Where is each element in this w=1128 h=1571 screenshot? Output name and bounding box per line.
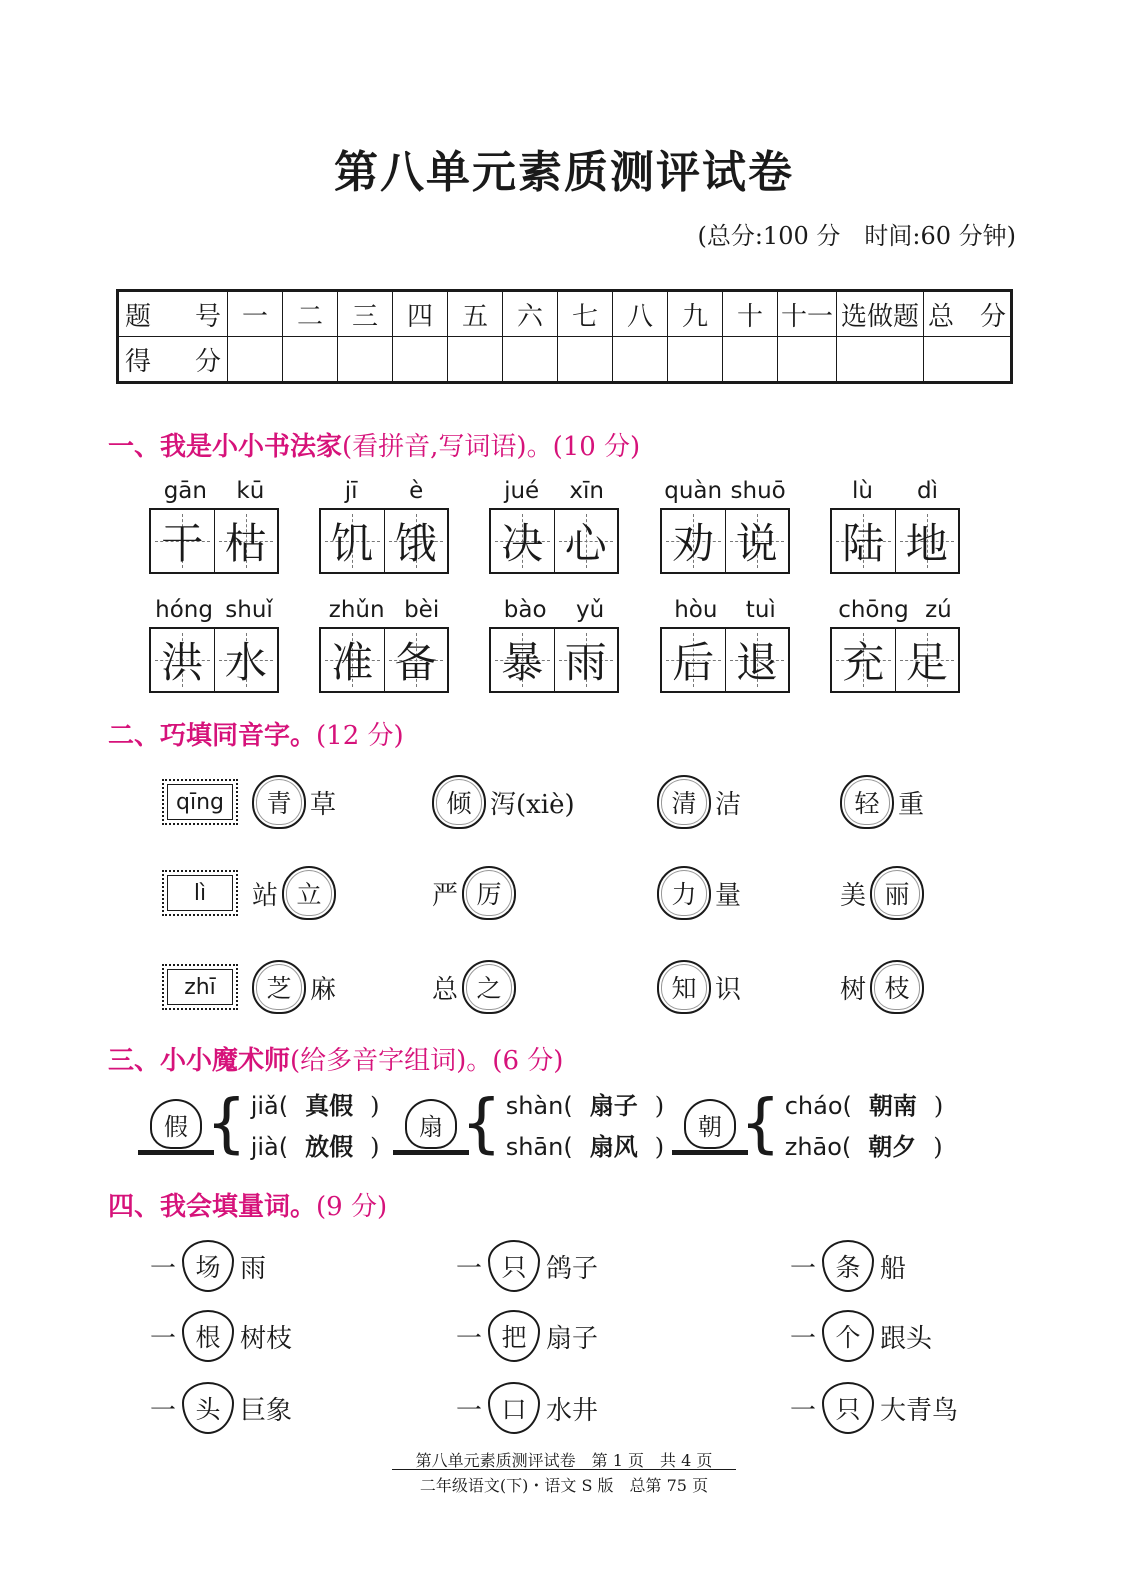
- brace-symbol: {: [206, 1087, 247, 1161]
- word-item: [149, 478, 279, 574]
- polyphone-rows: [785, 1086, 944, 1162]
- written-character: 说: [735, 519, 778, 568]
- word-pinyin: [660, 597, 790, 627]
- writing-grid[interactable]: [149, 627, 279, 693]
- measure-item: [456, 1310, 598, 1362]
- pinyin-syllable: zú: [925, 597, 952, 623]
- answer-character: 知: [671, 974, 697, 1003]
- polyphone-rows: [506, 1086, 664, 1162]
- polyphone-pinyin: jià(: [250, 1133, 289, 1161]
- close-paren: ): [933, 1092, 944, 1120]
- pinyin-box: [162, 964, 238, 1010]
- numeral-yi: 一: [150, 1323, 177, 1354]
- pinyin-syllable: hòu: [674, 597, 718, 623]
- given-character: 美: [840, 880, 867, 911]
- score-cell[interactable]: [924, 337, 1012, 383]
- homophone-item: [430, 960, 518, 1014]
- written-character: 干: [161, 519, 204, 568]
- noun: 雨: [240, 1253, 267, 1284]
- answer-flower[interactable]: [840, 775, 894, 829]
- noun: 跟头: [880, 1323, 933, 1354]
- given-character: 草: [310, 789, 337, 820]
- measure-word-heart[interactable]: [822, 1240, 874, 1292]
- word-item: [660, 478, 790, 574]
- word-item: [319, 478, 449, 574]
- pinyin-syllable: yǔ: [576, 597, 605, 623]
- pinyin-syllable: hóng: [155, 597, 213, 623]
- score-cell[interactable]: [228, 337, 283, 383]
- answer-flower[interactable]: [870, 960, 924, 1014]
- word-item: [489, 597, 619, 693]
- homophone-item: [250, 960, 338, 1014]
- score-cell[interactable]: [558, 337, 613, 383]
- grid-cell[interactable]: [896, 510, 959, 572]
- answer-character: 枝: [884, 974, 910, 1003]
- grid-cell[interactable]: [555, 629, 618, 691]
- numeral-yi: 一: [150, 1395, 177, 1426]
- score-table-col: 五: [448, 291, 503, 337]
- pinyin-syllable: è: [409, 478, 424, 504]
- numeral-yi: 一: [790, 1395, 817, 1426]
- section-2-title: 二、巧填同音字。: [108, 721, 317, 751]
- pinyin-syllable: jué: [504, 478, 540, 504]
- measure-word: 根: [195, 1323, 221, 1352]
- pinyin-text: lì: [193, 880, 207, 906]
- pinyin-text: zhī: [184, 974, 216, 1000]
- measure-word-heart[interactable]: [182, 1382, 234, 1434]
- polyphone-character: 假: [164, 1112, 188, 1141]
- written-character: 准: [331, 638, 374, 687]
- given-character: 泻(xiè): [490, 789, 575, 820]
- answer-flower[interactable]: [432, 775, 486, 829]
- close-paren: ): [370, 1092, 380, 1120]
- word-pinyin: [489, 478, 619, 508]
- homophone-item: [838, 866, 926, 920]
- answer-flower[interactable]: [252, 960, 306, 1014]
- written-character: 后: [672, 638, 715, 687]
- grid-cell[interactable]: [321, 629, 385, 691]
- measure-item: [456, 1240, 598, 1292]
- polyphone-leaf: [684, 1099, 736, 1149]
- answer-character: 倾: [446, 789, 472, 818]
- written-character: 足: [905, 638, 948, 687]
- section-4-note: (9 分): [316, 1192, 388, 1222]
- measure-word: 场: [195, 1253, 221, 1282]
- score-table-col: 七: [558, 291, 613, 337]
- grid-cell[interactable]: [726, 629, 789, 691]
- written-character: 地: [905, 519, 948, 568]
- measure-word-heart[interactable]: [182, 1310, 234, 1362]
- answer-flower[interactable]: [462, 960, 516, 1014]
- pinyin-syllable: dì: [916, 478, 938, 504]
- measure-word: 把: [501, 1323, 527, 1352]
- numeral-yi: 一: [790, 1253, 817, 1284]
- grid-cell[interactable]: [726, 510, 789, 572]
- measure-word: 只: [501, 1253, 527, 1282]
- measure-item: [150, 1382, 292, 1434]
- homophone-item: [838, 960, 926, 1014]
- pinyin-syllable: jī: [344, 478, 358, 504]
- homophone-item: [838, 775, 926, 829]
- measure-item: [150, 1310, 292, 1362]
- word-item: [319, 597, 449, 693]
- homophone-item: [430, 866, 518, 920]
- score-cell[interactable]: [448, 337, 503, 383]
- answer-character: 青: [266, 789, 292, 818]
- score-time-info: (总分:100 分 时间:60 分钟): [697, 222, 1016, 250]
- answer-character: 轻: [854, 789, 880, 818]
- footer-line-1: 第八单元素质测评试卷 第 1 页 共 4 页: [415, 1451, 713, 1470]
- given-character: 重: [898, 789, 925, 820]
- measure-word-heart[interactable]: [488, 1240, 540, 1292]
- word-item: [830, 597, 960, 693]
- answer-character: 丽: [884, 880, 910, 909]
- homophone-item: [655, 866, 743, 920]
- polyphone-pinyin: shān(: [505, 1133, 573, 1161]
- section-4-title: 四、我会填量词。: [108, 1192, 317, 1222]
- written-character: 备: [394, 638, 437, 687]
- written-character: 饥: [331, 519, 374, 568]
- measure-word: 条: [835, 1253, 861, 1282]
- writing-grid[interactable]: [830, 627, 960, 693]
- given-character: 总: [432, 974, 459, 1005]
- measure-item: [790, 1240, 906, 1292]
- footer-line-2: 二年级语文(下)・语文 S 版 总第 75 页: [419, 1476, 709, 1495]
- measure-item: [150, 1240, 266, 1292]
- polyphone-word[interactable]: 真假: [305, 1091, 354, 1120]
- answer-flower[interactable]: [282, 866, 336, 920]
- word-pinyin: [319, 597, 449, 627]
- score-cell[interactable]: [503, 337, 558, 383]
- pinyin-syllable: gān: [163, 478, 207, 504]
- writing-grid[interactable]: [319, 627, 449, 693]
- measure-item: [456, 1382, 598, 1434]
- polyphone-row: [251, 1127, 380, 1162]
- section-3-note: (给多音字组词)。(6 分): [290, 1046, 564, 1076]
- answer-flower[interactable]: [462, 866, 516, 920]
- grid-cell[interactable]: [385, 629, 448, 691]
- given-character: 识: [715, 974, 742, 1005]
- measure-word-heart[interactable]: [822, 1310, 874, 1362]
- noun: 扇子: [546, 1323, 599, 1354]
- score-cell[interactable]: [393, 337, 448, 383]
- numeral-yi: 一: [456, 1395, 483, 1426]
- written-character: 充: [842, 638, 885, 687]
- writing-grid[interactable]: [319, 508, 449, 574]
- grid-cell[interactable]: [151, 629, 215, 691]
- score-cell[interactable]: [723, 337, 778, 383]
- section-1-title: 一、我是小小书法家: [108, 432, 343, 462]
- measure-word: 只: [835, 1395, 861, 1424]
- given-character: 树: [840, 974, 867, 1005]
- writing-grid[interactable]: [830, 508, 960, 574]
- section-3-title: 三、小小魔术师: [108, 1046, 291, 1076]
- numeral-yi: 一: [456, 1253, 483, 1284]
- score-table-col: 总 分: [924, 291, 1012, 337]
- measure-word-heart[interactable]: [488, 1382, 540, 1434]
- polyphone-leaf: [150, 1099, 202, 1149]
- word-pinyin: [830, 478, 960, 508]
- word-pinyin: [149, 478, 279, 508]
- score-table-score-row: [118, 337, 1012, 383]
- score-table-col: 三: [338, 291, 393, 337]
- pinyin-syllable: bào: [503, 597, 547, 623]
- page-title: 第八单元素质测评试卷: [334, 147, 794, 198]
- polyphone-word[interactable]: 扇子: [589, 1091, 638, 1120]
- pinyin-syllable: lù: [852, 478, 873, 504]
- pinyin-syllable: shuō: [730, 478, 786, 504]
- given-character: 麻: [310, 974, 337, 1005]
- writing-grid[interactable]: [660, 508, 790, 574]
- homophone-item: [655, 960, 743, 1014]
- grid-cell[interactable]: [555, 510, 618, 572]
- score-table-row-label: 得 分: [118, 337, 228, 383]
- measure-word-heart[interactable]: [822, 1382, 874, 1434]
- pinyin-syllable: tuì: [745, 597, 776, 623]
- numeral-yi: 一: [456, 1323, 483, 1354]
- grid-cell[interactable]: [151, 510, 215, 572]
- grid-cell[interactable]: [662, 510, 726, 572]
- written-character: 退: [735, 638, 778, 687]
- polyphone-leaf: [405, 1099, 457, 1149]
- grid-cell[interactable]: [896, 629, 959, 691]
- score-cell[interactable]: [837, 337, 924, 383]
- score-table-header-label: 题 号: [118, 291, 228, 337]
- written-character: 饿: [394, 519, 437, 568]
- close-paren: ): [370, 1133, 380, 1161]
- measure-word: 头: [195, 1395, 221, 1424]
- score-table-col: 十一: [778, 291, 837, 337]
- grid-cell[interactable]: [491, 629, 555, 691]
- score-table-header-row: [118, 291, 1012, 337]
- polyphone-rows: [251, 1086, 380, 1162]
- pinyin-syllable: shuǐ: [225, 597, 273, 623]
- measure-word-heart[interactable]: [182, 1240, 234, 1292]
- homophone-item: [655, 775, 743, 829]
- answer-character: 芝: [266, 974, 292, 1003]
- score-table-col: 二: [283, 291, 338, 337]
- answer-flower[interactable]: [252, 775, 306, 829]
- grid-cell[interactable]: [491, 510, 555, 572]
- written-character: 雨: [564, 638, 607, 687]
- word-item: [149, 597, 279, 693]
- given-character: 站: [252, 880, 279, 911]
- answer-flower[interactable]: [657, 960, 711, 1014]
- word-pinyin: [149, 597, 279, 627]
- pinyin-box: [162, 870, 238, 916]
- numeral-yi: 一: [150, 1253, 177, 1284]
- section-2-heading: [108, 715, 404, 752]
- measure-word-heart[interactable]: [488, 1310, 540, 1362]
- footer-divider: [392, 1469, 736, 1470]
- written-character: 心: [564, 519, 607, 568]
- section-3-heading: [108, 1040, 563, 1077]
- score-table-col: 八: [613, 291, 668, 337]
- noun: 树枝: [240, 1323, 293, 1354]
- homophone-item: [250, 775, 338, 829]
- score-cell[interactable]: [668, 337, 723, 383]
- grid-cell[interactable]: [662, 629, 726, 691]
- word-pinyin: [660, 478, 790, 508]
- close-paren: ): [933, 1133, 943, 1161]
- score-cell[interactable]: [283, 337, 338, 383]
- measure-word: 个: [835, 1323, 861, 1352]
- noun: 水井: [546, 1395, 599, 1426]
- score-table: [116, 289, 1013, 384]
- word-item: [660, 597, 790, 693]
- polyphone-row: [251, 1086, 380, 1121]
- noun: 鸽子: [546, 1253, 599, 1284]
- written-character: 劝: [672, 519, 715, 568]
- pinyin-syllable: xīn: [569, 478, 604, 504]
- polyphone-pinyin: cháo(: [784, 1092, 852, 1120]
- written-character: 枯: [224, 519, 267, 568]
- section-1-heading: [108, 426, 640, 463]
- score-table-col: 一: [228, 291, 283, 337]
- polyphone-group: [405, 1086, 664, 1162]
- written-character: 决: [501, 519, 544, 568]
- writing-grid[interactable]: [489, 508, 619, 574]
- brace-symbol: {: [461, 1087, 502, 1161]
- grid-cell[interactable]: [321, 510, 385, 572]
- pinyin-text: qīng: [176, 789, 224, 815]
- given-character: 洁: [715, 789, 742, 820]
- polyphone-row: [506, 1086, 664, 1121]
- word-pinyin: [319, 478, 449, 508]
- writing-grid[interactable]: [660, 627, 790, 693]
- writing-grid[interactable]: [489, 627, 619, 693]
- answer-character: 清: [671, 789, 697, 818]
- grid-cell[interactable]: [215, 629, 278, 691]
- polyphone-pinyin: zhāo(: [784, 1133, 852, 1161]
- measure-item: [790, 1382, 958, 1434]
- answer-character: 力: [671, 880, 697, 909]
- polyphone-character: 扇: [419, 1112, 443, 1141]
- grid-cell[interactable]: [832, 510, 896, 572]
- polyphone-row: [785, 1127, 944, 1162]
- answer-character: 立: [296, 880, 322, 909]
- grid-cell[interactable]: [832, 629, 896, 691]
- polyphone-row: [506, 1127, 664, 1162]
- close-paren: ): [654, 1092, 665, 1120]
- score-cell[interactable]: [778, 337, 837, 383]
- brace-symbol: {: [740, 1087, 781, 1161]
- pinyin-syllable: zhǔn: [328, 597, 385, 623]
- polyphone-group: [150, 1086, 380, 1162]
- grid-cell[interactable]: [385, 510, 448, 572]
- score-cell[interactable]: [338, 337, 393, 383]
- polyphone-character: 朝: [698, 1112, 722, 1141]
- polyphone-row: [785, 1086, 944, 1121]
- noun: 大青鸟: [880, 1395, 959, 1426]
- score-table-col: 四: [393, 291, 448, 337]
- close-paren: ): [654, 1133, 665, 1161]
- polyphone-word[interactable]: 放假: [305, 1132, 354, 1161]
- polyphone-word[interactable]: 扇风: [589, 1132, 638, 1161]
- polyphone-word[interactable]: 朝南: [868, 1091, 917, 1120]
- polyphone-pinyin: jiǎ(: [250, 1092, 289, 1120]
- answer-character: 之: [476, 974, 502, 1003]
- score-table-col: 六: [503, 291, 558, 337]
- noun: 船: [880, 1253, 907, 1284]
- answer-flower[interactable]: [870, 866, 924, 920]
- noun: 巨象: [240, 1395, 293, 1426]
- polyphone-group: [684, 1086, 943, 1162]
- word-pinyin: [830, 597, 960, 627]
- homophone-item: [250, 866, 338, 920]
- pinyin-syllable: quàn: [664, 478, 723, 504]
- answer-flower[interactable]: [657, 775, 711, 829]
- written-character: 陆: [842, 519, 885, 568]
- pinyin-syllable: bèi: [404, 597, 440, 623]
- section-1-note: (看拼音,写词语)。(10 分): [342, 432, 641, 462]
- measure-word: 口: [501, 1395, 527, 1424]
- written-character: 水: [224, 638, 267, 687]
- given-character: 量: [715, 880, 742, 911]
- word-pinyin: [489, 597, 619, 627]
- written-character: 暴: [501, 638, 544, 687]
- answer-flower[interactable]: [657, 866, 711, 920]
- word-item: [830, 478, 960, 574]
- homophone-item: [430, 775, 577, 829]
- given-character: 严: [432, 880, 459, 911]
- measure-item: [790, 1310, 932, 1362]
- score-table-col: 选做题: [837, 291, 924, 337]
- score-table-col: 十: [723, 291, 778, 337]
- score-table-col: 九: [668, 291, 723, 337]
- pinyin-box: [162, 779, 238, 825]
- writing-grid[interactable]: [149, 508, 279, 574]
- grid-cell[interactable]: [215, 510, 278, 572]
- polyphone-pinyin: shàn(: [505, 1092, 573, 1120]
- answer-character: 厉: [476, 880, 502, 909]
- numeral-yi: 一: [790, 1323, 817, 1354]
- section-2-note: (12 分): [316, 721, 404, 751]
- section-4-heading: [108, 1186, 387, 1223]
- pinyin-syllable: chōng: [838, 597, 909, 623]
- pinyin-syllable: kū: [236, 478, 265, 504]
- polyphone-word[interactable]: 朝夕: [868, 1132, 917, 1161]
- written-character: 洪: [161, 638, 204, 687]
- score-cell[interactable]: [613, 337, 668, 383]
- word-item: [489, 478, 619, 574]
